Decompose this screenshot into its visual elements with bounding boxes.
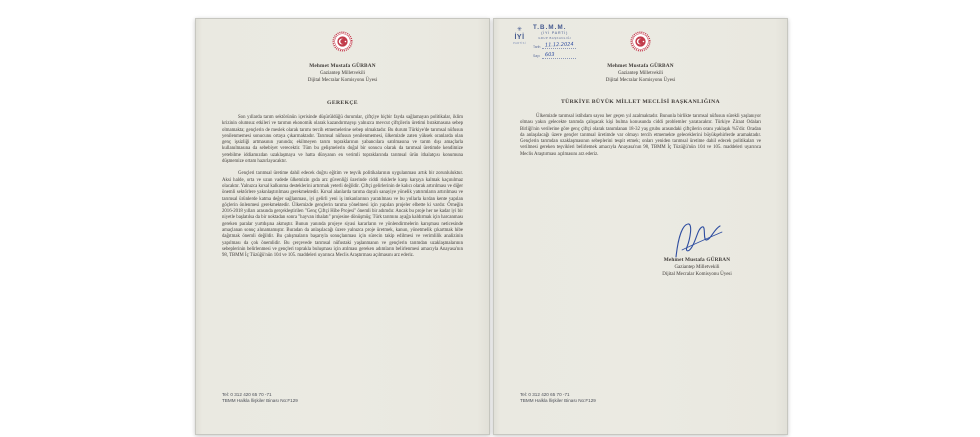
footer-address: TBMM Halkla İlişkiler Binası No:F129 xyxy=(222,398,298,403)
page-right-onerge xyxy=(493,18,788,435)
iyi-logo-subtext: PARTİSİ xyxy=(513,42,526,45)
tbmm-seal-icon xyxy=(332,31,353,52)
sun-icon: ✳ xyxy=(516,27,523,33)
author-committee: Dijital Mecralar Komisyonu Üyesi xyxy=(605,78,676,83)
signature-scribble xyxy=(662,219,732,261)
gerekce-paragraph-1: Son yıllarda tarım sektörünün içerisinde düşürüldüğü durumlar, çiftçiye hiçbir fayda sağlamayan politikalar, iklim krizinin olumsuz etkileri ve tarımın ekonomik olarak kazandırmayışı yalnızca mevcut çiftçilerin üretimi bırakmasına sebep olmamakta; gençlerin de meslek olarak tarımı tercih etmemelerine sebep olmaktadır. Bu durum Türkiye'de tarımsal nüfusun yenilenmemesi sonucunu ortaya çıkarmaktadır. Tarımsal nüfusun yenilenmemesi, ülkemizde zaten yüksek oranlarda olan genç işsizliği artmasının yanında; ekilmeyen tarım topraklarının yabancılara satılmasına ve tarım dışı amaçlarla kullanılmasına da sebebiyet verecektir. Tüm bu gelişmelerin doğal bir sonucu olarak da tarımsal üretimde kendimize yetebilme iddiamızdan uzaklaşmaya ve hatta dünyanın en verimli topraklarında tarımsal ürün ithalatçısı konumuna düşmemize ortam hazırlayacaktır. xyxy=(222,115,463,165)
signer-title: Gaziantep Milletvekili xyxy=(674,265,720,270)
signer-committee: Dijital Mecralar Komisyonu Üyesi xyxy=(662,272,732,277)
author-block xyxy=(494,63,787,84)
section-heading-baskanliga: TÜRKİYE BÜYÜK MİLLET MECLİSİ BAŞKANLIĞINA xyxy=(561,99,720,105)
iyi-logo-text: İYİ xyxy=(514,34,525,41)
stamp-org: T.B.M.M. xyxy=(533,24,567,31)
stamp-number-line xyxy=(542,52,577,59)
author-committee: Dijital Mecralar Komisyonu Üyesi xyxy=(307,78,378,83)
footer-tel: Tel: 0 312 420 65 70 -71 xyxy=(520,392,570,397)
stamp-number-row xyxy=(533,52,576,59)
iyi-party-logo xyxy=(511,27,528,45)
section-heading-gerekce: GEREKÇE xyxy=(327,100,358,106)
author-title: Gaziantep Milletvekili xyxy=(319,71,366,76)
tbmm-seal-icon xyxy=(630,31,651,52)
tbmm-emblem-icon xyxy=(196,31,489,57)
stamp-number-label: Sayı xyxy=(533,54,540,59)
signer-block xyxy=(614,257,780,278)
author-title: Gaziantep Milletvekili xyxy=(617,71,664,76)
author-block xyxy=(196,63,489,84)
stamp-date-row xyxy=(533,42,576,49)
onerge-paragraph: Ülkemizde tarımsal istihdam sayısı her geçen yıl azalmaktadır. Bununla birlikte tarımsal nüfusun sürekli yaşlanıyor olması yakın gelecekte tarımda çalışacak kişi bulma konusunda ciddi problemler yaratacaktır. Türkiye Ziraat Odaları Birliği'nin verilerine göre genç çiftçi olarak tanımlanan 18-32 yaş grubu arasındaki çiftçilerin oranı yaklaşık %5'dir. Oradan da anlaşılacağı üzere gençler tarımsal üretimde var olmayı tercih etmemekte geleceklerini büyükşehirlerde aramaktadır. Gençlerin tarımdan uzaklaşmasının sebeplerini tespit etmek; onları yeniden tarımsal üretime dahil edecek politikaları ve verilmesi gereken teşvikleri belirlemek amacıyla Anayasa'nın 98, TBMM İç Tüzüğü'nün 104 ve 105. maddeleri uyarınca Meclis Araştırması açılmasını arz ederiz. xyxy=(520,114,761,157)
author-name: Mehmet Mustafa GÜRBAN xyxy=(607,63,674,69)
stamp-date-value: 11.12.2024 xyxy=(545,41,575,49)
signature-block xyxy=(614,219,780,278)
party-stamp xyxy=(511,25,576,59)
stamp-body xyxy=(533,25,576,59)
author-name: Mehmet Mustafa GÜRBAN xyxy=(309,63,376,69)
stamp-date-line xyxy=(542,42,576,49)
signer-name: Mehmet Mustafa GÜRBAN xyxy=(663,257,731,263)
stamp-number-value: 603 xyxy=(544,51,555,58)
gerekce-paragraph-2: Gençleri tarımsal üretime dahil edecek doğru eğitim ve teşvik politikalarının uygulanması artık bir zorunluluktur. Aksi halde, orta ve uzun vadede ülkemizin gıda arz güvenliği üzerinde ciddi risklerle karşı karşıya kalmak kaçınılmaz olacaktır. Yalnızca kırsal kalkınma desteklerini artırmak yeterli değildir. Çiftçi gelirlerinin de kalıcı olarak artırılması ve diğer önemli sektörlere yakınlaştırılması gerekmektedir. Kırsal alanlarda tarıma dayalı sanayiye yönelik yatırımların artırılması ve tarımsal ürünlerde katma değer sağlanması, iyi gelirli yeni iş imkanlarının yaratılması ve bu yollarla kırdan kente yapılan göçlerin önlenmesi gerekmektedir. Ülkemizde gençlerin tarıma yönelmesi için yapılan projeler elbette ki vardır. Örneğin 2016-2018 yılları arasında gerçekleştirilen "Genç Çiftçi Hibe Projesi" önemli bir adımdır. Ancak bu proje her ne kadar iyi bir niyetle başlatılsa da bir noktadan sonra "hayvan ithalatı" projesine dönüşmüş; Türk tarımını ayağa kaldırmak için harcanması gereken paralar yurtdışına akmıştır. Bunun yanında projeye siyasi kararların ve yönlendirmelerin karışması neticesinde amaçlanan sonuç alınamamıştır. Buradan da anlaşılacağı üzere yalnızca proje üretmek, kanun, yönetmelik çıkartmak hibe dağıtmak önemli değildir. Bu çalışmaların başarıyla sonuçlanması için sürecin takip edilmesi ve verimlilik analizinin yapılması da çok önemlidir. Bu çerçevede tarımsal nüfustaki yaşlanmanın ve gençlerin tarımdan uzaklaşmalarının sebeplerinin belirlenmesi ve gençleri toprakla buluşması için atılması gereken adımların belirlenmesi amacıyla Anayasa'nın 98, TBMM İç Tüzüğü'nün 104 ve 105. maddeleri uyarınca Meclis Araştırması açılmasını arz ederiz. xyxy=(222,171,463,259)
stamp-party: (İYİ PARTİ) xyxy=(541,31,569,36)
footer-address: TBMM Halkla İlişkiler Binası No:F129 xyxy=(520,398,596,403)
footer-tel: Tel: 0 312 420 65 70 -71 xyxy=(222,392,272,397)
page-footer xyxy=(222,392,298,404)
page-left-gerekce xyxy=(195,18,490,435)
stamp-office: GRUP BAŞKANLIĞI xyxy=(538,35,572,40)
stamp-date-label: Tarih xyxy=(533,44,541,49)
page-footer xyxy=(520,392,596,404)
